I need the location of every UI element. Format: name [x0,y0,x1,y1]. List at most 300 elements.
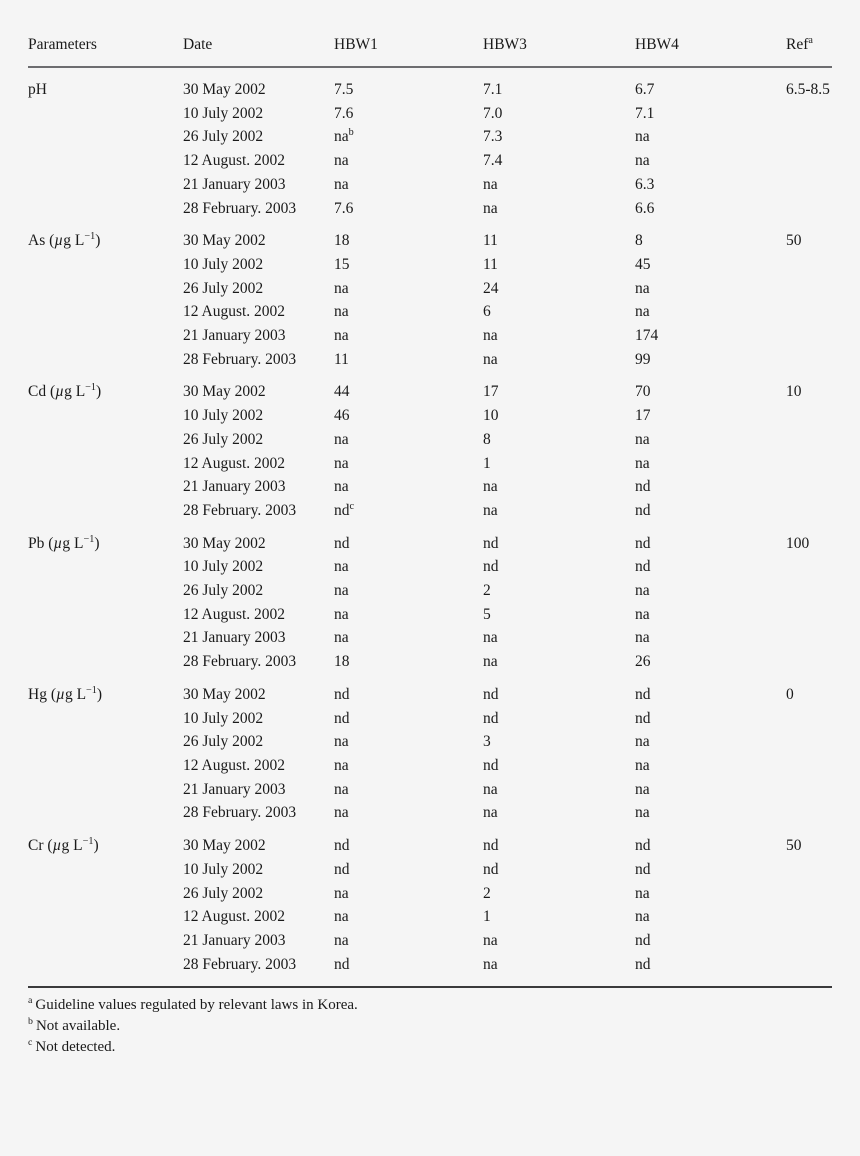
cell-value: na [635,279,650,297]
cell-hbw4 [635,707,786,731]
parameter-unit: (µg $L^{-1}$) [46,382,102,401]
cell-hbw4 [635,603,786,627]
cell-value: na [334,327,349,345]
cell-value: na [635,605,650,623]
cell-hbw1 [334,348,483,372]
cell-hbw3 [483,929,635,953]
cell-hbw1 [334,253,483,277]
table-row [28,253,832,277]
footnote [28,1016,832,1037]
cell-value: 5 [483,605,491,623]
table-row [28,754,832,778]
cell-date: 10 July 2002 [183,407,264,425]
cell-ref: 6.5-8.5 [786,81,830,98]
table-row [28,882,832,906]
cell-hbw4 [635,825,786,858]
cell-date: 21 January 2003 [183,327,286,345]
table-row [28,825,832,858]
cell-hbw1 [334,650,483,674]
cell-value: nd [483,534,499,552]
cell-date: 26 July 2002 [183,884,264,902]
cell-value: nd [334,534,350,552]
table-row [28,929,832,953]
cell-value: na [635,430,650,448]
table-row [28,125,832,149]
cell-parameter-empty [28,499,183,523]
cell-hbw1 [334,475,483,499]
cell-hbw3 [483,197,635,221]
table-row [28,523,832,556]
cell-value: na [334,931,349,949]
table-row [28,953,832,977]
cell-parameter [28,220,183,253]
cell-hbw4 [635,579,786,603]
cell-date: 28 February. 2003 [183,653,297,671]
micro-symbol: µ [54,232,64,250]
cell-value: na [635,756,650,774]
table-row [28,674,832,707]
cell-hbw3 [483,754,635,778]
cell-value: 7.3 [483,128,503,146]
cell-parameter-empty [28,579,183,603]
footnotes-block [28,995,832,1058]
cell-ref-empty [786,650,832,674]
cell-value: 11 [334,350,349,368]
cell-hbw4 [635,523,786,556]
cell-hbw3 [483,555,635,579]
cell-parameter-empty [28,929,183,953]
cell-hbw3 [483,324,635,348]
cell-value: 7.6 [334,199,354,217]
parameter-name: Pb [28,534,45,552]
cell-hbw1 [334,149,483,173]
cell-hbw4 [635,277,786,301]
cell-hbw3 [483,778,635,802]
table-row [28,650,832,674]
cell-hbw4 [635,650,786,674]
cell-hbw4 [635,674,786,707]
cell-hbw4 [635,882,786,906]
table-row [28,404,832,428]
cell-hbw3 [483,730,635,754]
cell-value: na [483,804,498,822]
cell-hbw1 [334,778,483,802]
footnote-text: Guideline values regulated by relevant laws in Korea. [35,997,358,1014]
table-row [28,102,832,126]
cell-ref-empty [786,555,832,579]
cell-value: 11 [483,232,498,250]
footnote [28,1037,832,1058]
cell-value: na [635,582,650,600]
cell-hbw1 [334,555,483,579]
cell-value: nd [334,955,350,973]
cell-value: 2 [483,582,491,600]
cell-value: 8 [483,430,491,448]
cell-value: na [334,303,349,321]
cell-hbw3 [483,102,635,126]
cell-parameter-empty [28,778,183,802]
cell-hbw3 [483,125,635,149]
cell-ref-empty [786,102,832,126]
cell-value: na [635,884,650,902]
footnote-mark: b [28,1016,33,1028]
cell-value: 24 [483,279,499,297]
cell-date: 28 February. 2003 [183,501,297,519]
cell-hbw4 [635,475,786,499]
cell-date: 30 May 2002 [183,81,266,98]
cell-value: na [334,279,349,297]
cell-ref-empty [786,754,832,778]
cell-date: 10 July 2002 [183,709,264,727]
cell-hbw3 [483,905,635,929]
cell-date: 28 February. 2003 [183,804,297,822]
cell-hbw1 [334,197,483,221]
cell-hbw4 [635,905,786,929]
cell-value: nd [334,837,350,855]
unit-exponent: −1 [86,684,97,696]
cell-value: nd [635,837,651,855]
cell-hbw3 [483,858,635,882]
cell-date: 10 July 2002 [183,255,264,273]
cell-hbw1 [334,277,483,301]
column-header-parameters [28,36,183,67]
cell-parameter-empty [28,707,183,731]
cell-footnote-mark: b [348,127,354,139]
cell-parameter-empty [28,197,183,221]
cell-hbw1 [334,173,483,197]
unit-exponent: −1 [83,533,95,545]
cell-ref-empty [786,452,832,476]
table-row [28,905,832,929]
cell-date: 12 August. 2002 [183,152,286,170]
cell-date: 30 May 2002 [183,534,266,552]
cell-value: 44 [334,383,350,401]
cell-parameter-empty [28,475,183,499]
cell-value: na [635,152,650,170]
cell-hbw3 [483,603,635,627]
table-row [28,579,832,603]
cell-hbw4 [635,452,786,476]
cell-date: 21 January 2003 [183,931,286,949]
cell-parameter-empty [28,754,183,778]
cell-value: nd [483,837,499,855]
cell-hbw4 [635,858,786,882]
cell-hbw3 [483,220,635,253]
cell-hbw1 [334,102,483,126]
parameter-unit: (µg $L^{-1}$) [46,684,103,703]
footnote [28,995,832,1016]
parameter-unit: (µg $L^{-1}$) [44,533,100,552]
cell-parameter-empty [28,149,183,173]
cell-hbw1 [334,905,483,929]
column-header-ref [786,36,832,67]
cell-ref-empty [786,882,832,906]
cell-value: 6.6 [635,199,655,217]
parameter-name: Cr [28,837,44,855]
cell-date: 12 August. 2002 [183,454,286,472]
cell-hbw1 [334,404,483,428]
parameter-name: pH [28,81,47,98]
table-row [28,428,832,452]
cell-value: na [334,756,349,774]
cell-value: na [334,454,349,472]
cell-hbw4 [635,348,786,372]
column-header-label: Ref [786,36,809,53]
cell-value: na [483,501,498,519]
cell-value: na [334,478,349,496]
column-header-date [183,36,334,67]
cell-value: nd [635,685,651,703]
cell-ref-empty [786,603,832,627]
cell-value: nd [635,955,651,973]
cell-hbw4 [635,324,786,348]
cell-parameter-empty [28,277,183,301]
table-row [28,348,832,372]
cell-date: 12 August. 2002 [183,303,286,321]
cell-parameter-empty [28,428,183,452]
cell-parameter-empty [28,324,183,348]
cell-value: na [635,303,650,321]
cell-value: na [635,733,650,751]
cell-hbw1 [334,929,483,953]
cell-date: 26 July 2002 [183,128,264,146]
cell-hbw4 [635,220,786,253]
table-row [28,300,832,324]
table-row [28,778,832,802]
cell-hbw3 [483,428,635,452]
cell-ref: 50 [786,232,802,250]
cell-hbw1 [334,953,483,977]
cell-ref-empty [786,428,832,452]
cell-parameter-empty [28,555,183,579]
cell-value: 18 [334,653,350,671]
footnote-text: Not available. [35,1018,121,1035]
micro-symbol: µ [53,534,63,552]
cell-value: 70 [635,383,651,401]
table-row [28,801,832,825]
cell-date: 30 May 2002 [183,837,266,855]
cell-value: 8 [635,232,643,250]
cell-ref-empty [786,197,832,221]
table-row [28,603,832,627]
cell-value: 7.1 [635,104,655,122]
cell-parameter-empty [28,650,183,674]
cell-parameter-empty [28,858,183,882]
cell-value: na [635,454,650,472]
cell-value: nd [635,478,651,496]
cell-parameter-empty [28,404,183,428]
cell-ref: 10 [786,383,802,401]
cell-ref-empty [786,626,832,650]
cell-ref-empty [786,300,832,324]
parameter-name: As [28,232,46,250]
cell-hbw3 [483,300,635,324]
footnote-mark: c [28,1037,33,1049]
cell-value: na [334,558,349,576]
cell-hbw4 [635,929,786,953]
table-row [28,626,832,650]
cell-date: 28 February. 2003 [183,350,297,368]
cell-hbw1 [334,754,483,778]
cell-hbw4 [635,778,786,802]
cell-hbw4 [635,371,786,404]
cell-hbw1 [334,579,483,603]
cell-hbw4 [635,801,786,825]
cell-value: 11 [483,255,498,273]
unit-exponent: −1 [82,835,94,847]
micro-symbol: µ [55,383,65,401]
water-quality-table [28,36,832,976]
cell-hbw3 [483,579,635,603]
cell-value: na [483,629,498,647]
column-header-footnote-mark: a [808,34,813,46]
cell-value: 10 [483,407,499,425]
column-header-hbw4 [635,36,786,67]
cell-value: 6.7 [635,81,655,98]
cell-value: na [334,629,349,647]
cell-value: na [334,605,349,623]
cell-date: 10 July 2002 [183,558,264,576]
column-header-label: Date [183,36,213,53]
cell-value: nd [635,534,651,552]
cell-value: nd [483,756,499,774]
cell-value: 17 [635,407,651,425]
cell-hbw1 [334,707,483,731]
cell-ref: 50 [786,837,802,855]
cell-value: na [334,780,349,798]
cell-value: na [483,350,498,368]
cell-value: nd [635,558,651,576]
cell-parameter-empty [28,603,183,627]
cell-ref-empty [786,778,832,802]
cell-value: 18 [334,232,350,250]
cell-hbw3 [483,825,635,858]
cell-value: nd [334,685,350,703]
table-row [28,324,832,348]
cell-value: na [334,430,349,448]
cell-parameter-empty [28,905,183,929]
cell-parameter-empty [28,253,183,277]
cell-hbw1 [334,603,483,627]
column-header-label: HBW4 [635,36,679,53]
cell-parameter [28,674,183,707]
cell-parameter-empty [28,125,183,149]
unit-exponent: −1 [84,231,96,243]
cell-hbw3 [483,953,635,977]
cell-value: nd [334,501,350,519]
cell-date: 21 January 2003 [183,478,286,496]
cell-value: 6 [483,303,491,321]
cell-ref-empty [786,730,832,754]
cell-ref-empty [786,499,832,523]
cell-hbw3 [483,277,635,301]
cell-value: na [635,780,650,798]
cell-value: 174 [635,327,659,345]
table-row [28,730,832,754]
cell-hbw3 [483,650,635,674]
micro-symbol: µ [56,685,65,703]
cell-parameter-empty [28,626,183,650]
cell-value: na [334,152,349,170]
table-row [28,67,832,102]
cell-ref: 100 [786,534,810,552]
cell-hbw4 [635,404,786,428]
table-bottom-rule [28,986,832,988]
cell-hbw3 [483,404,635,428]
cell-value: nd [635,931,651,949]
table-row [28,220,832,253]
column-header-hbw3 [483,36,635,67]
cell-parameter-empty [28,730,183,754]
column-header-label: Parameters [28,36,97,53]
cell-hbw1 [334,858,483,882]
cell-hbw1 [334,67,483,102]
cell-footnote-mark: c [349,500,355,512]
cell-value: nd [635,501,651,519]
cell-value: na [483,175,498,193]
cell-parameter-empty [28,801,183,825]
cell-hbw1 [334,674,483,707]
cell-hbw1 [334,300,483,324]
column-header-hbw1 [334,36,483,67]
cell-hbw3 [483,452,635,476]
cell-value: 7.1 [483,81,503,98]
cell-hbw3 [483,801,635,825]
table-row [28,475,832,499]
cell-date: 28 February. 2003 [183,199,297,217]
cell-hbw3 [483,882,635,906]
cell-parameter [28,825,183,858]
cell-hbw3 [483,707,635,731]
parameter-unit: (µg $L^{-1}$) [45,231,101,250]
cell-value: na [334,733,349,751]
cell-value: 46 [334,407,350,425]
cell-ref-empty [786,953,832,977]
cell-hbw3 [483,67,635,102]
cell-ref-empty [786,404,832,428]
cell-value: nd [635,709,651,727]
table-row [28,197,832,221]
cell-value: 6.3 [635,175,655,193]
cell-value: na [334,175,349,193]
cell-ref-empty [786,801,832,825]
cell-hbw4 [635,730,786,754]
cell-parameter-empty [28,348,183,372]
cell-hbw3 [483,523,635,556]
cell-hbw1 [334,371,483,404]
cell-ref: 0 [786,685,794,703]
cell-hbw4 [635,197,786,221]
cell-value: 45 [635,255,651,273]
cell-hbw1 [334,801,483,825]
cell-hbw1 [334,428,483,452]
column-header-label: HBW1 [334,36,378,53]
cell-date: 26 July 2002 [183,733,264,751]
cell-value: na [334,908,349,926]
cell-ref-empty [786,929,832,953]
cell-value: 1 [483,454,491,472]
cell-date: 26 July 2002 [183,279,264,297]
cell-hbw1 [334,452,483,476]
cell-value: na [635,629,650,647]
cell-parameter-empty [28,300,183,324]
cell-date: 30 May 2002 [183,383,266,401]
cell-ref-empty [786,348,832,372]
cell-date: 30 May 2002 [183,685,266,703]
cell-hbw1 [334,220,483,253]
table-body [28,67,832,976]
cell-date: 12 August. 2002 [183,756,286,774]
